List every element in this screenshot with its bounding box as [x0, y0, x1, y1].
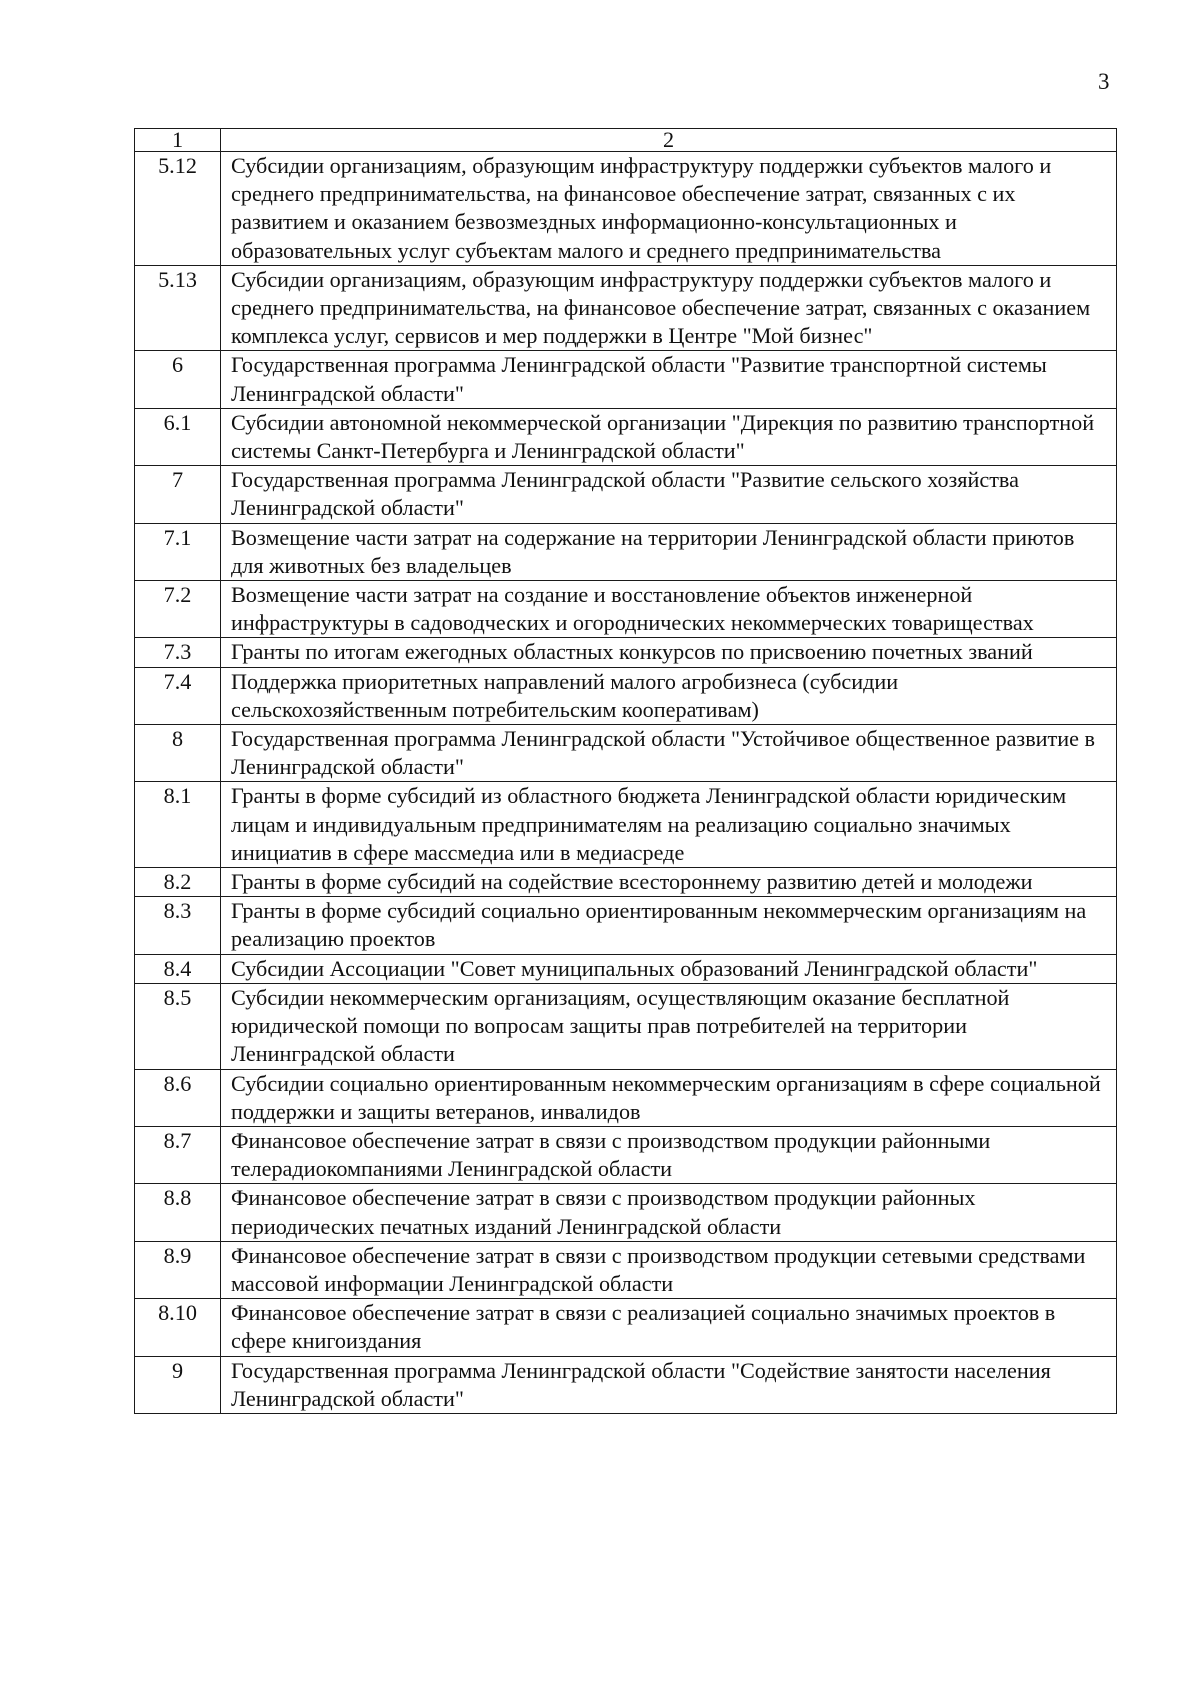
- row-description: Гранты в форме субсидий из областного бюджета Ленинградской области юридическим лицам и индивидуальным предпринимателям на реализацию социально значимых инициатив в сфере массмедиа или в медиасреде: [221, 782, 1117, 868]
- table-row: [135, 265, 1117, 351]
- row-description: Поддержка приоритетных направлений малого агробизнеса (субсидии сельскохозяйственным потребительским кооперативам): [221, 667, 1117, 724]
- table-row: [135, 983, 1117, 1069]
- row-description: Финансовое обеспечение затрат в связи с реализацией социально значимых проектов в сфере книгоиздания: [221, 1299, 1117, 1356]
- table-row: [135, 581, 1117, 638]
- table-row: [135, 638, 1117, 667]
- row-description: Гранты в форме субсидий на содействие всестороннему развитию детей и молодежи: [221, 868, 1117, 897]
- row-number: 7.1: [135, 523, 221, 580]
- table-row: [135, 523, 1117, 580]
- table-row: [135, 954, 1117, 983]
- row-number: 6.1: [135, 408, 221, 465]
- table-row: [135, 667, 1117, 724]
- table-row: [135, 1241, 1117, 1298]
- table-row: [135, 1126, 1117, 1183]
- row-number: 8.9: [135, 1241, 221, 1298]
- row-description: Государственная программа Ленинградской области "Содействие занятости населения Ленинградской области": [221, 1356, 1117, 1413]
- row-number: 8.7: [135, 1126, 221, 1183]
- table-row: [135, 1184, 1117, 1241]
- row-description: Гранты по итогам ежегодных областных конкурсов по присвоению почетных званий: [221, 638, 1117, 667]
- row-number: 8.4: [135, 954, 221, 983]
- row-number: 5.12: [135, 152, 221, 266]
- table-header-row: [135, 129, 1117, 152]
- row-number: 8.6: [135, 1069, 221, 1126]
- row-description: Возмещение части затрат на содержание на территории Ленинградской области приютов для животных без владельцев: [221, 523, 1117, 580]
- table-row: [135, 466, 1117, 523]
- table-row: [135, 1356, 1117, 1413]
- table-row: [135, 408, 1117, 465]
- row-number: 8.1: [135, 782, 221, 868]
- row-number: 5.13: [135, 265, 221, 351]
- row-number: 8.10: [135, 1299, 221, 1356]
- table-row: [135, 1299, 1117, 1356]
- row-description: Финансовое обеспечение затрат в связи с производством продукции районных периодических печатных изданий Ленинградской области: [221, 1184, 1117, 1241]
- table-row: [135, 868, 1117, 897]
- row-number: 8.3: [135, 897, 221, 954]
- row-description: Субсидии организациям, образующим инфраструктуру поддержки субъектов малого и среднего предпринимательства, на финансовое обеспечение затрат, связанных с оказанием комплекса услуг, сервисов и мер поддержки в Центре "Мой бизнес": [221, 265, 1117, 351]
- table-row: [135, 351, 1117, 408]
- row-description: Субсидии Ассоциации "Совет муниципальных образований Ленинградской области": [221, 954, 1117, 983]
- row-description: Финансовое обеспечение затрат в связи с производством продукции сетевыми средствами массовой информации Ленинградской области: [221, 1241, 1117, 1298]
- row-number: 7.3: [135, 638, 221, 667]
- row-number: 7.2: [135, 581, 221, 638]
- row-description: Субсидии некоммерческим организациям, осуществляющим оказание бесплатной юридической помощи по вопросам защиты прав потребителей на территории Ленинградской области: [221, 983, 1117, 1069]
- table-row: [135, 1069, 1117, 1126]
- column-header-description: 2: [221, 129, 1117, 152]
- row-number: 7.4: [135, 667, 221, 724]
- row-number: 8.8: [135, 1184, 221, 1241]
- page-number: 3: [1098, 69, 1110, 94]
- table-row: [135, 725, 1117, 782]
- row-number: 9: [135, 1356, 221, 1413]
- column-header-number: 1: [135, 129, 221, 152]
- row-number: 8.2: [135, 868, 221, 897]
- row-number: 7: [135, 466, 221, 523]
- row-number: 8.5: [135, 983, 221, 1069]
- row-description: Субсидии организациям, образующим инфраструктуру поддержки субъектов малого и среднего предпринимательства, на финансовое обеспечение затрат, связанных с их развитием и оказанием безвозмездных информационно-консультационных и образовательных услуг субъектам малого и среднего предпринимательства: [221, 152, 1117, 266]
- row-description: Субсидии социально ориентированным некоммерческим организациям в сфере социальной поддержки и защиты ветеранов, инвалидов: [221, 1069, 1117, 1126]
- row-description: Государственная программа Ленинградской области "Устойчивое общественное развитие в Ленинградской области": [221, 725, 1117, 782]
- table-row: [135, 152, 1117, 266]
- row-number: 6: [135, 351, 221, 408]
- row-description: Возмещение части затрат на создание и восстановление объектов инженерной инфраструктуры в садоводческих и огороднических некоммерческих товариществах: [221, 581, 1117, 638]
- row-number: 8: [135, 725, 221, 782]
- row-description: Финансовое обеспечение затрат в связи с производством продукции районными телерадиокомпаниями Ленинградской области: [221, 1126, 1117, 1183]
- table-row: [135, 782, 1117, 868]
- subsidies-table: [134, 128, 1117, 1414]
- row-description: Гранты в форме субсидий социально ориентированным некоммерческим организациям на реализацию проектов: [221, 897, 1117, 954]
- table-row: [135, 897, 1117, 954]
- row-description: Субсидии автономной некоммерческой организации "Дирекция по развитию транспортной системы Санкт-Петербурга и Ленинградской области": [221, 408, 1117, 465]
- row-description: Государственная программа Ленинградской области "Развитие транспортной системы Ленинградской области": [221, 351, 1117, 408]
- row-description: Государственная программа Ленинградской области "Развитие сельского хозяйства Ленинградской области": [221, 466, 1117, 523]
